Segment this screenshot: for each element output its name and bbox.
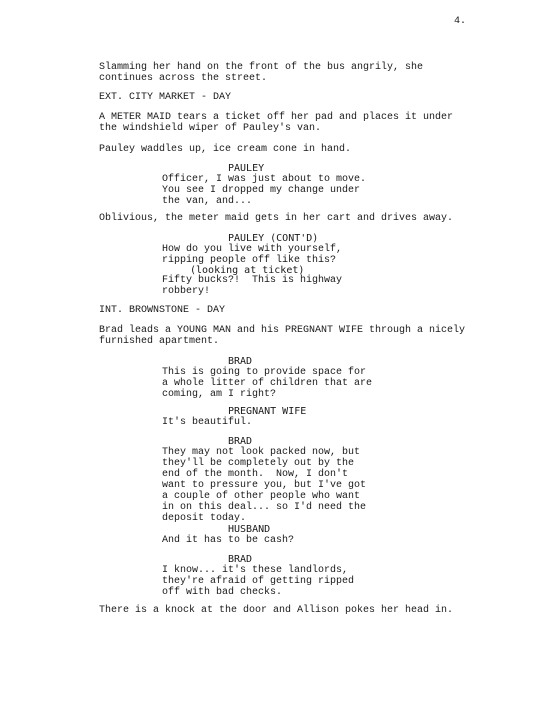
character-name: BRAD bbox=[228, 356, 253, 367]
scene-heading: EXT. CITY MARKET - DAY bbox=[99, 92, 232, 103]
character-name: HUSBAND bbox=[228, 524, 271, 535]
character-name: PREGNANT WIFE bbox=[228, 406, 307, 417]
action-line: Pauley waddles up, ice cream cone in hand. bbox=[99, 144, 352, 155]
character-name: PAULEY bbox=[228, 163, 265, 174]
action-line: Oblivious, the meter maid gets in her cart and drives away. bbox=[99, 213, 454, 224]
character-name: BRAD bbox=[228, 554, 253, 565]
page-number: 4. bbox=[454, 16, 467, 27]
character-name: PAULEY (CONT'D) bbox=[228, 233, 319, 244]
action-line: A METER MAID tears a ticket off her pad and places it under the windshield wiper of Pauley's van. bbox=[99, 112, 454, 134]
dialogue: Officer, I was just about to move. You see I dropped my change under the van, and... bbox=[162, 174, 367, 207]
parenthetical: (looking at ticket) bbox=[190, 265, 305, 276]
dialogue: Fifty bucks?! This is highway robbery! bbox=[162, 275, 343, 297]
dialogue: It's beautiful. bbox=[162, 417, 253, 428]
dialogue: This is going to provide space for a whole litter of children that are coming, am I right? bbox=[162, 367, 373, 400]
dialogue: I know... it's these landlords, they're afraid of getting ripped off with bad checks. bbox=[162, 565, 355, 598]
character-name: BRAD bbox=[228, 436, 253, 447]
action-line: Slamming her hand on the front of the bus angrily, she continues across the street. bbox=[99, 62, 424, 84]
scene-heading: INT. BROWNSTONE - DAY bbox=[99, 305, 226, 316]
dialogue: How do you live with yourself, ripping people off like this? bbox=[162, 244, 343, 266]
dialogue: And it has to be cash? bbox=[162, 535, 295, 546]
action-line: Brad leads a YOUNG MAN and his PREGNANT WIFE through a nicely furnished apartment. bbox=[99, 325, 466, 347]
dialogue: They may not look packed now, but they'll be completely out by the end of the month. Now, I don't want to pressure you, but I've got a couple of other people who want in on this deal... so I'd need the deposit today. bbox=[162, 447, 367, 524]
action-line: There is a knock at the door and Allison pokes her head in. bbox=[99, 605, 454, 616]
